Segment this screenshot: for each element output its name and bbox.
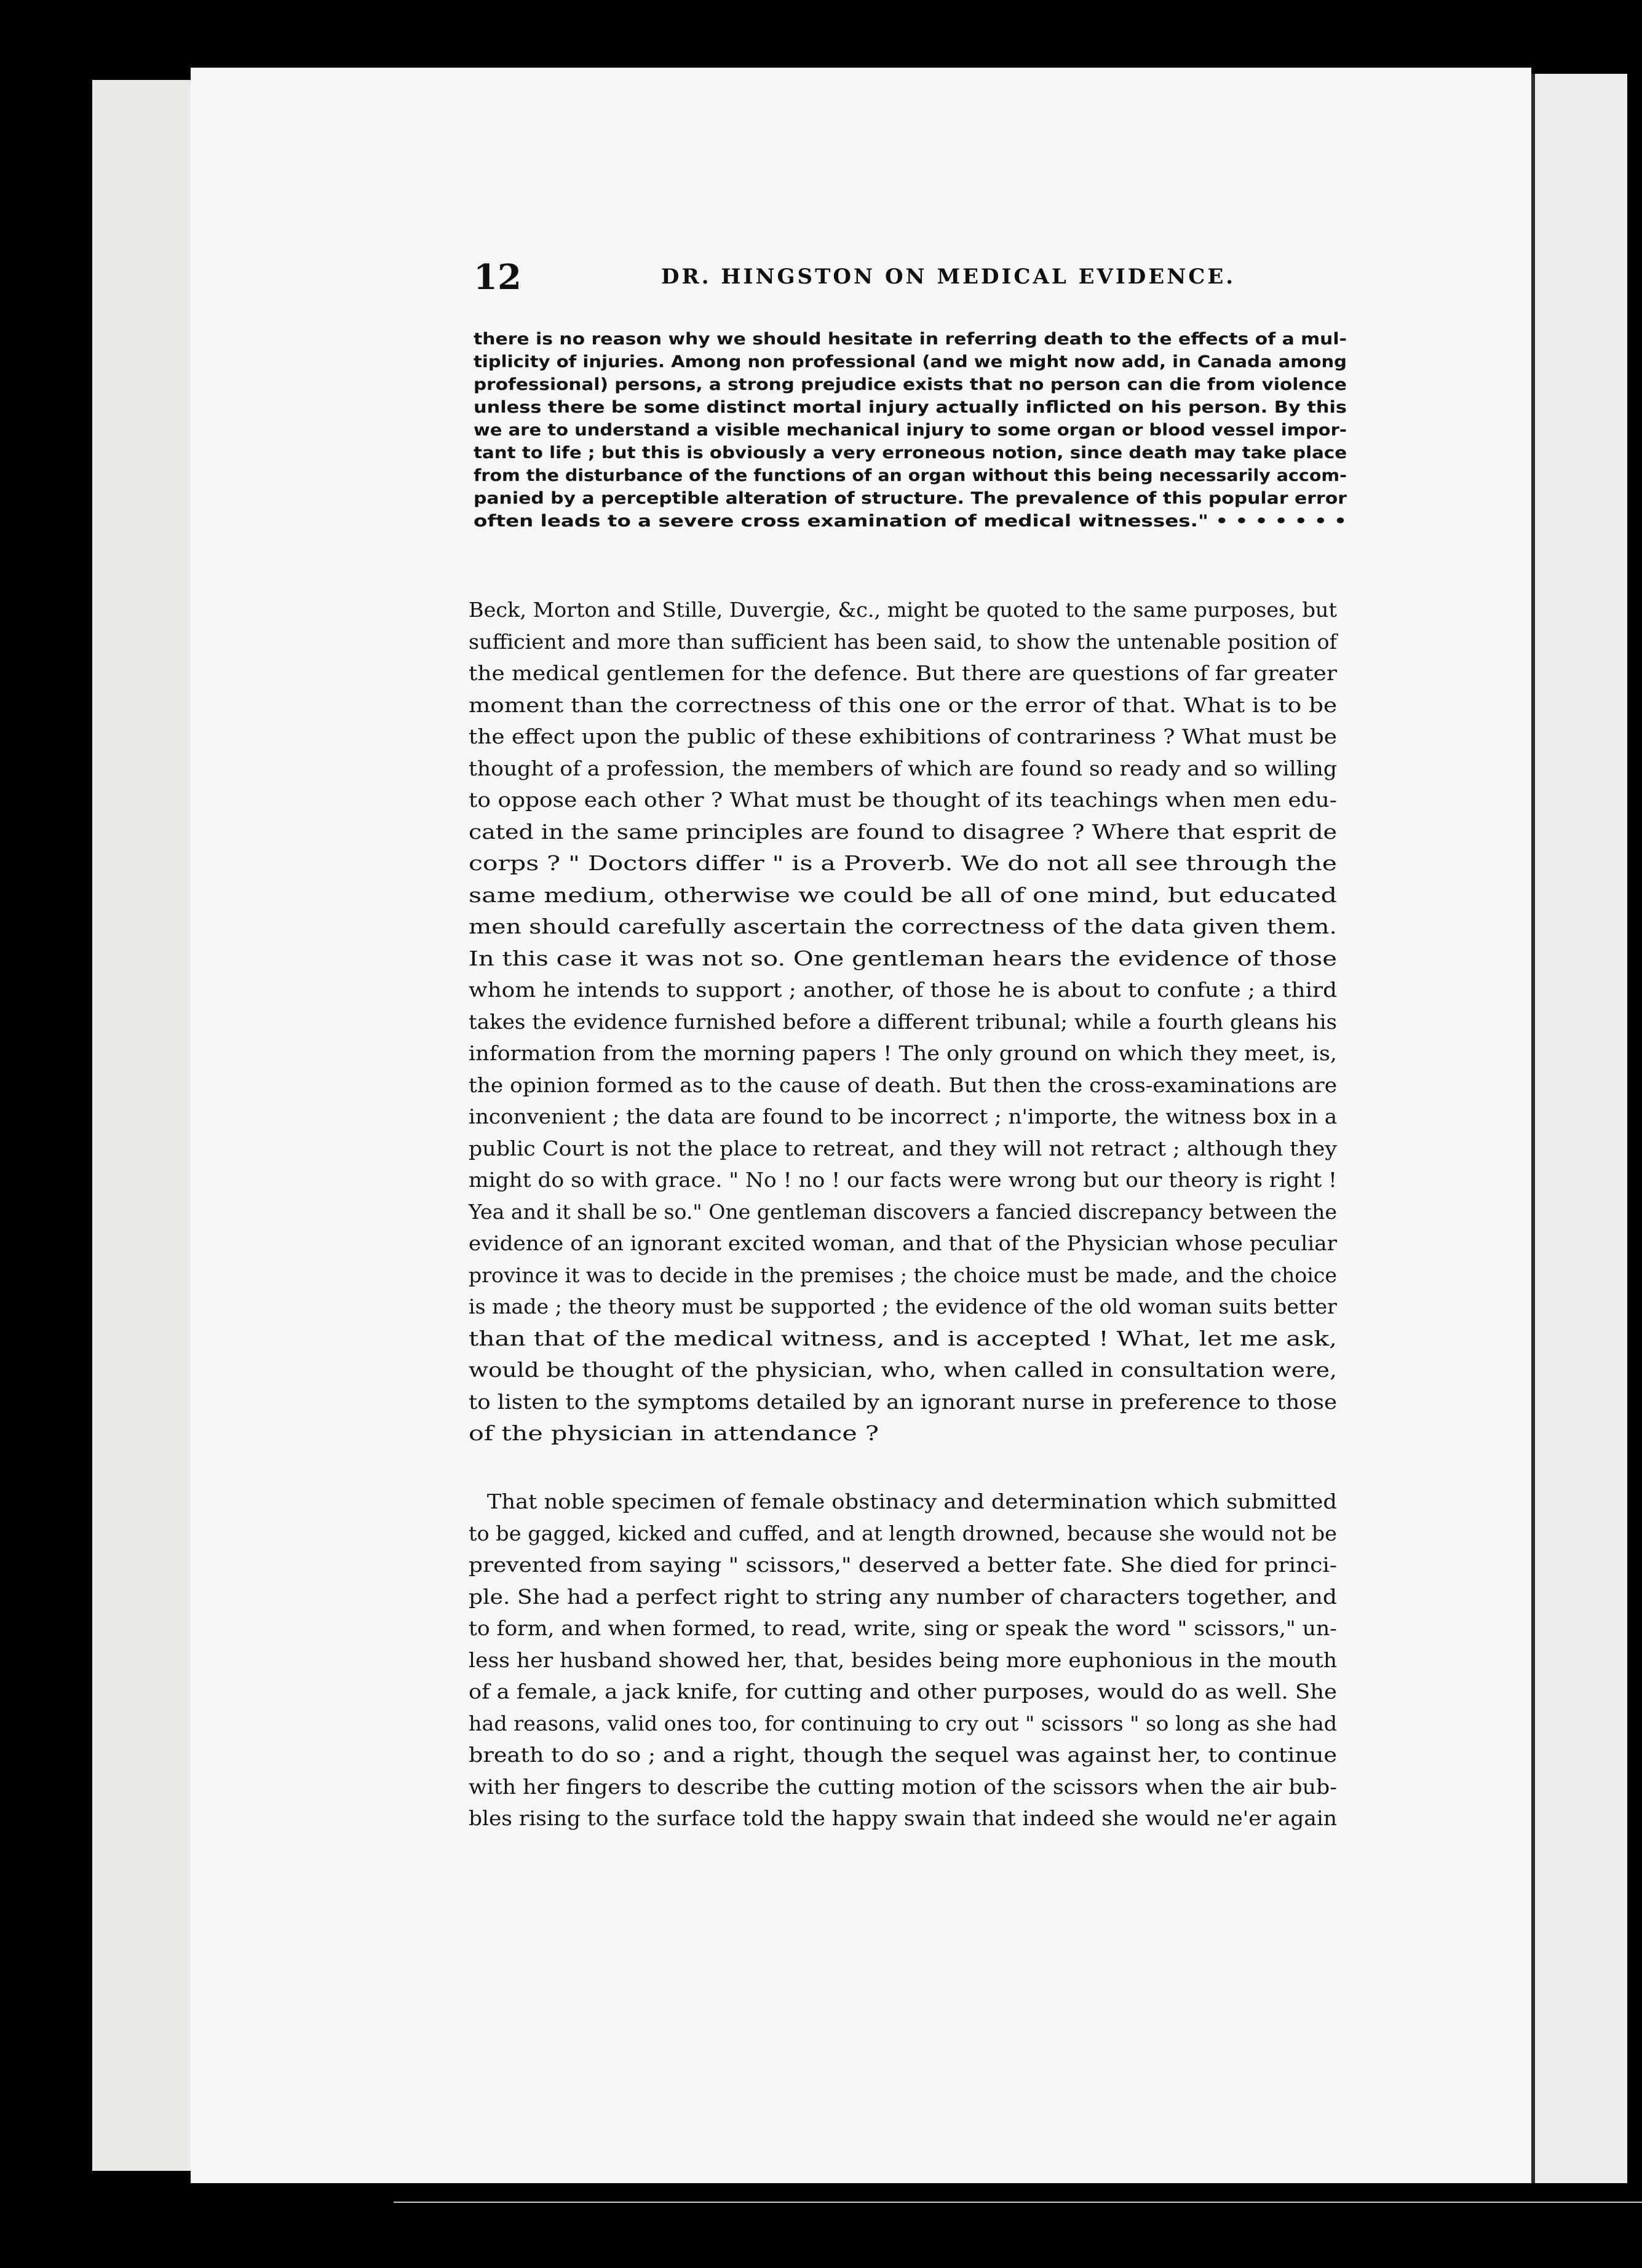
text-line: public Court is not the place to retreat, and they will not retract ; although they xyxy=(469,1136,1338,1160)
page-edge-bottom xyxy=(394,2202,1642,2246)
text-line: prevented from saying " scissors," deserved a better fate. She died for princi- xyxy=(469,1553,1337,1577)
text-line: province it was to decide in the premises ; the choice must be made, and the choice xyxy=(469,1263,1338,1287)
text-line: inconvenient ; the data are found to be incorrect ; n'importe, the witness box in a xyxy=(469,1104,1338,1128)
text-line: had reasons, valid ones too, for continuing to cry out " scissors " so long as she had xyxy=(469,1711,1338,1735)
text-line: the effect upon the public of these exhibitions of contrariness ? What must be xyxy=(469,724,1337,748)
block-quote xyxy=(474,328,1347,533)
text-line: That noble specimen of female obstinacy and determination which submitted xyxy=(486,1489,1337,1513)
running-head xyxy=(474,257,1335,300)
text-line: might do so with grace. " No ! no ! our facts were wrong but our theory is right ! xyxy=(469,1168,1337,1192)
text-line: less her husband showed her, that, besides being more euphonious in the mouth xyxy=(469,1647,1338,1672)
text-line: than that of the medical witness, and is accepted ! What, let me ask, xyxy=(469,1326,1337,1350)
text-line: is made ; the theory must be supported ; the evidence of the old woman suits better xyxy=(469,1295,1337,1318)
text-line: to be gagged, kicked and cuffed, and at length drowned, because she would not be xyxy=(469,1521,1338,1545)
text-line: thought of a profession, the members of which are found so ready and so willing xyxy=(469,756,1337,780)
text-line: to form, and when formed, to read, write, sing or speak the word " scissors," un- xyxy=(469,1616,1337,1640)
paragraph-1 xyxy=(469,594,1337,1449)
text-line: the opinion formed as to the cause of death. But then the cross-examinations are xyxy=(469,1073,1338,1097)
quote-line: from the disturbance of the functions of an organ without this being necessarily accom- xyxy=(474,466,1347,485)
text-line: ple. She had a perfect right to string any number of characters together, and xyxy=(469,1584,1338,1609)
text-line: same medium, otherwise we could be all of one mind, but educated xyxy=(469,882,1338,907)
text-line: bles rising to the surface told the happy swain that indeed she would ne'er again xyxy=(469,1806,1337,1830)
text-line: men should carefully ascertain the correctness of the data given them. xyxy=(469,914,1337,938)
text-line: of the physician in attendance ? xyxy=(469,1421,879,1445)
quote-line: tiplicity of injuries. Among non professional (and we might now add, in Canada among xyxy=(474,352,1347,371)
text-line: takes the evidence furnished before a different tribunal; while a fourth gleans his xyxy=(469,1009,1338,1034)
text-line: sufficient and more than sufficient has been said, to show the untenable position of xyxy=(469,629,1337,654)
text-line: cated in the same principles are found to disagree ? Where that esprit de xyxy=(469,819,1337,844)
text-line: to listen to the symptoms detailed by an ignorant nurse in preference to those xyxy=(469,1389,1337,1414)
text-line: information from the morning papers ! The only ground on which they meet, is, xyxy=(469,1041,1338,1065)
text-line: Beck, Morton and Stille, Duvergie, &c., might be quoted to the same purposes, but xyxy=(469,598,1337,622)
paragraph-2 xyxy=(469,1486,1337,1834)
text-line: of a female, a jack knife, for cutting and other purposes, would do as well. She xyxy=(469,1679,1337,1703)
quote-line: tant to life ; but this is obviously a very erroneous notion, since death may take place xyxy=(474,443,1347,462)
text-line: to oppose each other ? What must be thought of its teachings when men edu- xyxy=(469,788,1337,812)
quote-line: panied by a perceptible alteration of structure. The prevalence of this popular error xyxy=(474,489,1347,508)
page-edge-right xyxy=(1531,74,1627,2183)
page-number: 12 xyxy=(474,257,522,298)
quote-line: we are to understand a visible mechanical injury to some organ or blood vessel impor- xyxy=(474,421,1347,440)
quote-line: professional) persons, a strong prejudice exists that no person can die from violence xyxy=(474,375,1347,394)
quote-line: often leads to a severe cross examination of medical witnesses." • • • • • • • xyxy=(474,512,1347,531)
text-line: with her fingers to describe the cutting motion of the scissors when the air bub- xyxy=(469,1774,1337,1799)
header-title: DR. HINGSTON ON MEDICAL EVIDENCE. xyxy=(661,264,1236,289)
text-line: In this case it was not so. One gentleman hears the evidence of those xyxy=(469,946,1337,970)
text-line: whom he intends to support ; another, of those he is about to confute ; a third xyxy=(469,978,1338,1002)
text-line: breath to do so ; and a right, though the sequel was against her, to continue xyxy=(469,1743,1338,1767)
text-line: corps ? " Doctors differ " is a Proverb. We do not all see through the xyxy=(469,851,1337,875)
text-line: would be thought of the physician, who, when called in consultation were, xyxy=(469,1358,1337,1382)
page-edge-left xyxy=(92,80,204,2171)
quote-line: there is no reason why we should hesitate in referring death to the effects of a mul- xyxy=(474,330,1347,349)
text-line: the medical gentlemen for the defence. But there are questions of far greater xyxy=(469,661,1337,685)
text-line: moment than the correctness of this one or the error of that. What is to be xyxy=(469,692,1338,717)
text-line: Yea and it shall be so." One gentleman discovers a fancied discrepancy between the xyxy=(469,1199,1337,1224)
quote-line: unless there be some distinct mortal injury actually inflicted on his person. By this xyxy=(474,398,1347,417)
text-line: evidence of an ignorant excited woman, and that of the Physician whose peculiar xyxy=(469,1231,1337,1255)
